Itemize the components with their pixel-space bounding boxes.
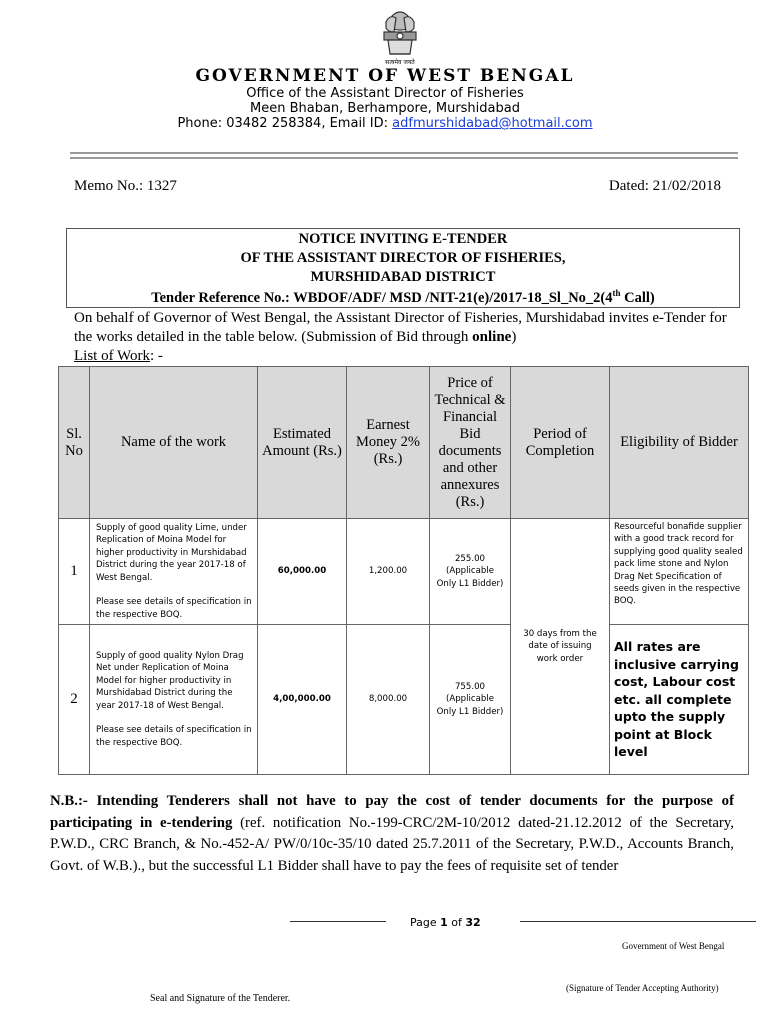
state-emblem (370, 8, 430, 70)
page-total: 32 (465, 916, 481, 929)
page-of: of (447, 916, 466, 929)
row-earnest: 8,000.00 (347, 625, 430, 775)
tender-reference-suffix: Call) (620, 289, 655, 306)
table-row (59, 625, 749, 775)
row-work-note: Please see details of specification in the respective BOQ. (96, 725, 252, 748)
list-of-work-suffix: : - (150, 348, 163, 364)
page-number (410, 916, 481, 929)
header-earnest: Earnest Money 2% (Rs.) (347, 367, 430, 519)
row-work-description: Supply of good quality Nylon Drag Net under Replication of Moina Model for higher productivity in Murshidabad District during the year 2017-18 of West Bengal. (96, 651, 244, 711)
row-sl: 1 (59, 519, 90, 625)
header-divider (70, 157, 738, 159)
nb-paragraph (50, 791, 734, 877)
row-work-description: Supply of good quality Lime, under Replication of Moina Model for higher productivity in Murshidabad District during the year 2017-18 of West Bengal. (96, 523, 247, 583)
row-eligibility: All rates are inclusive carrying cost, Labour cost etc. all complete upto the supply point at Block level (610, 625, 749, 775)
government-title: GOVERNMENT OF WEST BENGAL (195, 66, 575, 86)
row-work-note: Please see details of specification in the respective BOQ. (96, 597, 252, 620)
intro-close: ) (511, 329, 517, 345)
office-address: Meen Bhaban, Berhampore, Murshidabad (250, 101, 520, 116)
memo-number: Memo No.: 1327 (74, 178, 177, 194)
period-of-completion: 30 days from the date of issuing work order (511, 519, 610, 775)
office-name: Office of the Assistant Director of Fisheries (246, 86, 524, 101)
notice-district: MURSHIDABAD DISTRICT (310, 269, 496, 285)
seal-signature-tenderer: Seal and Signature of the Tenderer. (150, 993, 291, 1004)
intro-text: On behalf of Governor of West Bengal, the Assistant Director of Fisheries, Murshidabad invites e-Tender for the works detailed in the table below. (Submission of Bid through (74, 310, 727, 345)
email-link[interactable]: adfmurshidabad@hotmail.com (392, 116, 593, 131)
footer-rule-left (290, 921, 386, 922)
list-of-work-text: List of Work (74, 348, 151, 364)
header-name: Name of the work (90, 367, 258, 519)
notice-title: NOTICE INVITING E-TENDER (298, 231, 508, 247)
signature-authority: (Signature of Tender Accepting Authority) (566, 983, 719, 993)
footer-government: Government of West Bengal (622, 941, 725, 951)
row-work-name (90, 519, 258, 625)
list-of-work-label (74, 347, 739, 366)
header-price: Price of Technical & Financial Bid documents and other annexures (Rs.) (430, 367, 511, 519)
tender-reference-sup: th (612, 288, 621, 298)
header-sl: Sl. No (59, 367, 90, 519)
row-price: 255.00 (Applicable Only L1 Bidder) (430, 519, 511, 625)
row-eligibility: Resourceful bonafide supplier with a good track record for supplying good quality sealed pack lime stone and Nylon Drag Net Specification of seeds given in the respective BOQ. (610, 519, 749, 625)
row-sl: 2 (59, 625, 90, 775)
emblem-caption: सत्यमेव जयते (385, 59, 415, 66)
header-period: Period of Completion (511, 367, 610, 519)
table-header-row (59, 367, 749, 519)
tender-reference-text: Tender Reference No.: WBDOF/ADF/ MSD /NIT-21(e)/2017-18_Sl_No_2(4 (151, 289, 613, 306)
row-price: 755.00 (Applicable Only L1 Bidder) (430, 625, 511, 775)
footer-rule-right (520, 921, 756, 922)
tender-reference (66, 288, 740, 307)
intro-online: online (472, 329, 512, 345)
phone-text: Phone: 03482 258384, Email ID: (177, 116, 393, 131)
row-amount: 60,000.00 (258, 519, 347, 625)
intro-paragraph (74, 309, 739, 347)
notice-subtitle: OF THE ASSISTANT DIRECTOR OF FISHERIES, (240, 250, 566, 266)
nb-text: (ref. notification No.-199-CRC/2M-10/2012 dated-21.12.2012 of the Secretary, P.W.D., CRC Branch, & No.-452-A/ PW/0/10c-35/10 dated 25.7.2011 of the Secretary, P.W.D., Accounts Branch, Govt. of W.B.)., but the successful L1 Bidder shall have to pay the fees of requisite set of tender (50, 814, 734, 874)
header-amount: Estimated Amount (Rs.) (258, 367, 347, 519)
nb-bold-text: N.B.:- Intending Tenderers shall not have to pay the cost of tender documents for the purpose of participating in e-tendering (50, 793, 734, 831)
page-current: 1 (440, 916, 448, 929)
row-work-name (90, 625, 258, 775)
page-label: Page (410, 916, 441, 929)
memo-date: Dated: 21/02/2018 (608, 178, 721, 194)
row-earnest: 1,200.00 (347, 519, 430, 625)
contact-line (0, 116, 770, 131)
header-eligibility: Eligibility of Bidder (610, 367, 749, 519)
row-amount: 4,00,000.00 (258, 625, 347, 775)
table-row (59, 519, 749, 625)
header-divider (70, 152, 738, 154)
works-table (58, 366, 749, 775)
